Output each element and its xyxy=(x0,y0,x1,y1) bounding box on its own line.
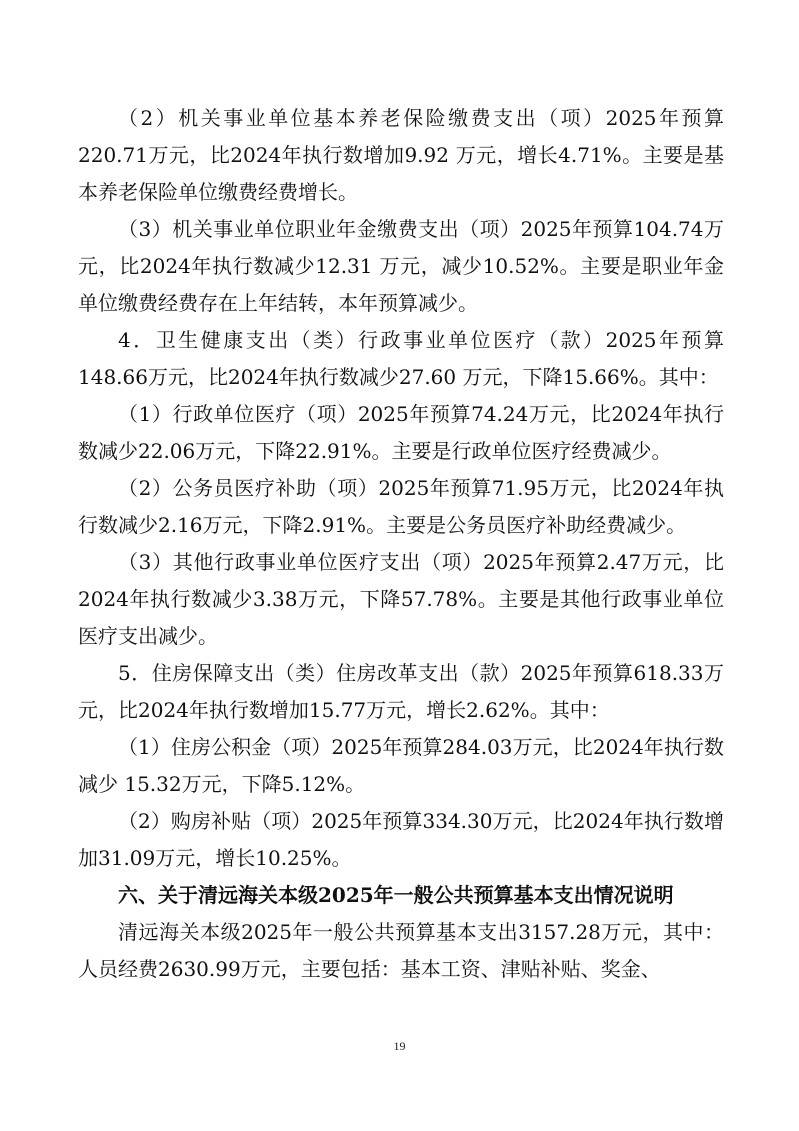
page-number: 19 xyxy=(393,1039,406,1053)
paragraph-occupational-annuity: （3）机关事业单位职业年金缴费支出（项）2025年预算104.74万元，比2024年执行数减少12.31 万元，减少10.52%。主要是职业年金单位缴费经费存在上年结转，本年预算减少。 xyxy=(78,217,724,315)
paragraph-health-expenditure: 4．卫生健康支出（类）行政事业单位医疗（款）2025年预算148.66万元，比2024年执行数减少27.60 万元，下降15.66%。其中： xyxy=(78,328,724,389)
paragraph-housing-subsidy: （2）购房补贴（项）2025年预算334.30万元，比2024年执行数增加31.09万元，增长10.25%。 xyxy=(78,809,724,870)
paragraph-housing-expenditure: 5．住房保障支出（类）住房改革支出（款）2025年预算618.33万元，比2024年执行数增加15.77万元，增长2.62%。其中： xyxy=(78,661,724,722)
paragraph-other-medical: （3）其他行政事业单位医疗支出（项）2025年预算2.47万元，比2024年执行数减少3.38万元，下降57.78%。主要是其他行政事业单位医疗支出减少。 xyxy=(78,550,724,648)
section-heading: 六、关于清远海关本级2025年一般公共预算基本支出情况说明 xyxy=(118,883,674,907)
paragraph-pension-insurance: （2）机关事业单位基本养老保险缴费支出（项）2025年预算220.71万元，比2024年执行数增加9.92 万元，增长4.71%。主要是基本养老保险单位缴费经费增长。 xyxy=(78,106,724,204)
body-text xyxy=(78,100,724,988)
paragraph-civil-servant-medical: （2）公务员医疗补助（项）2025年预算71.95万元，比2024年执行数减少2.16万元，下降2.91%。主要是公务员医疗补助经费减少。 xyxy=(78,476,724,537)
paragraph-admin-medical: （1）行政单位医疗（项）2025年预算74.24万元，比2024年执行数减少22.06万元，下降22.91%。主要是行政单位医疗经费减少。 xyxy=(78,402,724,463)
paragraph-basic-expenditure: 清远海关本级2025年一般公共预算基本支出3157.28万元，其中：人员经费2630.99万元，主要包括：基本工资、津贴补贴、奖金、 xyxy=(78,920,724,981)
paragraph-housing-fund: （1）住房公积金（项）2025年预算284.03万元，比2024年执行数减少 15.32万元，下降5.12%。 xyxy=(78,735,724,796)
